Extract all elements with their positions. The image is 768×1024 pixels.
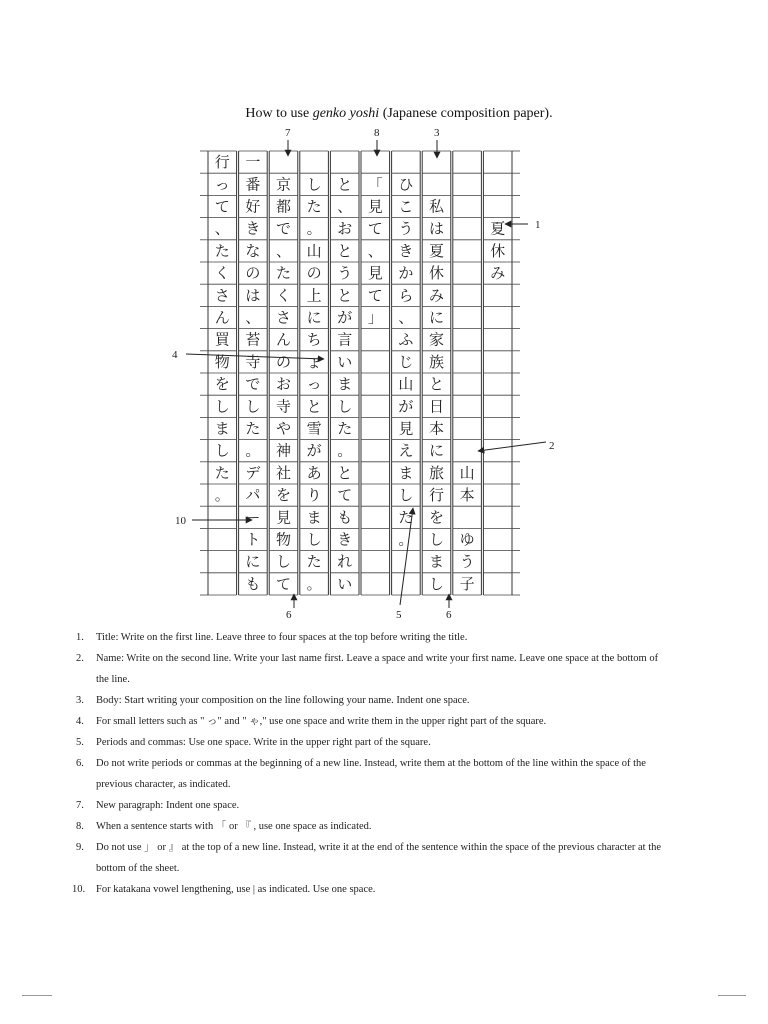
grid-character: ま [398,463,414,482]
grid-character: 都 [275,197,292,216]
grid-character: や [275,419,292,438]
grid-character: 山 [459,463,475,482]
grid-character: な [245,241,261,260]
grid-character: は [428,219,445,238]
grid-character: 見 [275,508,292,527]
grid-character: し [428,574,445,593]
grid-character: 番 [245,175,261,194]
grid-character: 山 [306,241,322,260]
grid-character: 上 [306,286,322,305]
instruction-item [76,690,666,711]
grid-character: 夏 [490,219,506,238]
grid-character: の [306,264,322,283]
callout-arrows [186,140,546,608]
grid-character: い [337,352,353,371]
grid-character: み [428,286,445,305]
instruction-number: 5. [76,737,84,748]
instruction-number: 9. [76,842,84,853]
instruction-text: New paragraph: Indent one space. [96,800,240,811]
title-prefix: How to use [245,106,310,121]
grid-character: れ [337,552,353,571]
grid-character: 京 [275,175,292,194]
grid-character: 。 [337,441,353,460]
grid-character: ま [306,508,322,527]
grid-character: き [337,530,353,549]
grid-character: 。 [214,486,230,505]
grid-character: 社 [275,463,292,482]
grid-character: て [214,197,230,216]
instruction-number: 6. [76,758,84,769]
grid-character: も [245,574,261,593]
grid-character: た [306,197,322,216]
grid-character: 子 [459,574,475,593]
instruction-text: Title: Write on the first line. Leave three to four spaces at the top before writing the title. [96,632,468,643]
grid-character: に [306,308,322,327]
instruction-item [72,879,666,900]
grid-character: ち [306,330,322,349]
instruction-text: When a sentence starts with 「 or 『 , use one space as indicated. [96,821,372,832]
grid-character: の [245,264,261,283]
grid-character: し [275,552,292,571]
instructions-list [72,627,666,900]
grid-character: 。 [398,530,414,549]
grid-character: と [337,241,353,260]
grid-character: 見 [367,197,383,216]
callout-4: 4 [172,349,178,361]
grid-character: を [428,508,445,527]
instruction-text: For small letters such as " っ" and " ゃ," use one space and write them in the upper right part of the square. [96,716,547,727]
callout-7: 7 [285,127,291,139]
grid-character: 行 [428,486,445,505]
grid-character: パ [245,486,261,505]
callout-5: 5 [396,609,402,621]
callout-1: 1 [535,219,541,231]
instruction-item [76,732,666,753]
grid-character: が [398,397,414,416]
grid-character: 寺 [245,352,261,371]
grid-character: く [275,286,292,305]
grid-character: に [428,441,445,460]
grid-character: で [245,375,261,394]
grid-character: 物 [275,530,292,549]
grid-character: た [398,508,414,527]
grid-character: ー [245,508,261,527]
grid-character: 「 [367,175,383,194]
grid-character: お [337,219,353,238]
grid-character: あ [306,463,322,482]
grid-character: を [275,486,292,505]
grid-character: っ [306,375,322,394]
grid-character: 本 [459,486,475,505]
grid-character: 、 [275,241,292,260]
instruction-text: Do not write periods or commas at the beginning of a new line. Instead, write them at the bottom of the line within the space of the previous character, as indicated. [96,758,646,790]
grid-character: た [214,463,230,482]
grid-character: で [275,219,292,238]
grid-character: た [245,419,261,438]
composition-grid [200,151,520,595]
grid-character: ま [428,552,445,571]
grid-character: 夏 [428,241,445,260]
grid-character: 。 [306,219,322,238]
grid-character: い [337,574,353,593]
instruction-number: 2. [76,653,84,664]
grid-character: た [306,552,322,571]
grid-character: 、 [214,219,230,238]
instruction-item [76,627,666,648]
callout-2: 2 [549,440,555,452]
grid-character: ん [214,308,230,327]
grid-character: て [337,486,353,505]
grid-character: て [367,286,383,305]
callout-3: 3 [434,127,440,139]
grid-character: く [214,264,230,283]
grid-character: 」 [367,308,383,327]
instruction-item [76,837,666,879]
grid-character: て [275,574,292,593]
callout-6b: 6 [446,609,452,621]
grid-character: え [398,441,414,460]
instruction-item [76,816,666,837]
grid-character: 山 [398,375,414,394]
instruction-text: Periods and commas: Use one space. Write in the upper right part of the square. [96,737,431,748]
grid-character: た [337,419,353,438]
grid-character: と [428,375,445,394]
grid-character: に [428,308,445,327]
grid-character: し [306,530,322,549]
footer-rule-right [718,995,746,996]
grid-character: し [337,397,353,416]
grid-character: と [306,397,322,416]
instruction-text: For katakana vowel lengthening, use | as indicated. Use one space. [96,884,376,895]
grid-character: ゆ [459,530,475,549]
grid-character: が [306,441,322,460]
instruction-number: 10. [72,884,86,895]
grid-character: 行 [214,153,230,172]
grid-character: を [214,375,230,394]
grid-character: ま [337,375,353,394]
grid-character: 家 [428,330,445,349]
footer-rule-left [22,995,52,996]
grid-character: と [337,175,353,194]
grid-character: う [337,264,353,283]
grid-character: か [398,264,414,283]
grid-character: ト [245,530,261,549]
grid-character: 本 [428,419,445,438]
grid-character: て [367,219,383,238]
grid-character: 見 [398,419,414,438]
grid-character: 苔 [245,330,261,349]
grid-character: し [245,397,261,416]
grid-character: 、 [337,197,353,216]
grid-character: 。 [306,574,322,593]
grid-character: 物 [214,352,230,371]
grid-character: 休 [428,264,445,283]
grid-character: し [428,530,445,549]
instruction-item [76,753,666,795]
grid-character: 買 [214,330,230,349]
callout-10: 10 [175,515,186,527]
grid-character: た [275,264,292,283]
grid-character: 旅 [428,463,445,482]
instruction-item [76,795,666,816]
grid-character: こ [398,197,414,216]
grid-character: 雪 [306,419,322,438]
grid-character: し [214,441,230,460]
grid-character: 、 [367,241,383,260]
instruction-number: 1. [76,632,84,643]
grid-character: 神 [275,441,292,460]
grid-character: 言 [337,330,353,349]
title-suffix: (Japanese composition paper). [382,106,553,121]
grid-character: ん [275,330,292,349]
grid-character: 一 [245,153,261,172]
grid-character: と [337,286,353,305]
instruction-number: 3. [76,695,84,706]
grid-character: が [337,308,353,327]
grid-character: た [214,241,230,260]
instruction-number: 4. [76,716,84,727]
title-term: genko yoshi [312,106,380,121]
grid-character: 、 [245,308,261,327]
grid-character: デ [245,463,261,482]
grid-character: ら [398,286,414,305]
grid-character: 族 [428,352,445,371]
grid-character: し [306,175,322,194]
instruction-number: 8. [76,821,84,832]
grid-character: ょ [306,352,322,371]
instruction-item [76,711,666,732]
callout-8: 8 [374,127,380,139]
grid-character: 日 [428,397,445,416]
grid-character: 私 [428,197,445,216]
grid-character: し [214,397,230,416]
grid-character: 。 [245,441,261,460]
grid-character: に [245,552,261,571]
grid-character: し [398,486,414,505]
grid-character: み [490,264,506,283]
grid-character: ふ [398,330,414,349]
grid-character: き [245,219,261,238]
callout-6a: 6 [286,609,292,621]
instruction-text: Body: Start writing your composition on the line following your name. Indent one space. [96,695,470,706]
grid-character: と [337,463,353,482]
grid-character: 休 [490,241,506,260]
grid-character: じ [398,352,414,371]
grid-character: り [306,486,322,505]
grid-character: 好 [245,197,261,216]
grid-character: う [398,219,414,238]
grid-character: っ [214,175,230,194]
grid-character: お [275,375,292,394]
grid-character: は [245,286,261,305]
instruction-number: 7. [76,800,84,811]
grid-character: の [275,352,292,371]
grid-character: 、 [398,308,414,327]
instruction-text: Do not use 」 or 』 at the top of a new line. Instead, write it at the end of the sentence within the space of the previous character at the bottom of the sheet. [96,842,662,874]
grid-character: ま [214,419,230,438]
grid-character: ひ [398,175,414,194]
grid-character: う [459,552,475,571]
grid-character: さ [275,308,292,327]
grid-character: さ [214,286,230,305]
grid-character: 寺 [275,397,292,416]
instruction-item [76,648,666,690]
instruction-text: Name: Write on the second line. Write your last name first. Leave a space and write your first name. Leave one space at the bottom of the line. [96,653,659,685]
grid-character: も [337,508,353,527]
grid-character: 見 [367,264,383,283]
grid-character: き [398,241,414,260]
